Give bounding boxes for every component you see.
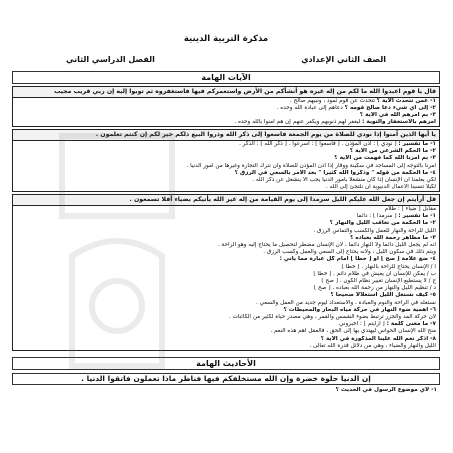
question-line <box>13 343 439 350</box>
answer-text: ويتم ذلك في سكون الليل ، ولأنه يحتاج إلى السعي والعمل وكسب الرزق . <box>263 249 436 256</box>
grade-row <box>12 54 440 65</box>
question-text: ١- ما تفسير : <box>398 141 436 147</box>
question-line <box>13 328 439 335</box>
question-line <box>13 300 439 307</box>
term-label: الفصل الدراسي الثاني <box>66 55 155 64</box>
question-text: ٦- أهمية ضوء النهار في حركة مياه البحار والمحيطات ؟ <box>283 306 436 313</box>
question-line <box>13 321 439 328</box>
question-text: ٨- اذكر نعم الله علينا المذكورة في الآية ؟ <box>320 335 436 342</box>
answer-text: د / تنظيم الليل والنهار من رحمة الله بعباده . [ صح ] <box>314 285 436 292</box>
question-line <box>13 105 439 112</box>
answer-text: مقابل [ ضياء ] : ظلام <box>384 206 436 213</box>
answer-text: الليل للراحة والنهار للعمل والكسب والتماس الرزق . <box>313 227 436 234</box>
answer-text: لأن حركة المد والجزر ترتبط بضوء الشمس والقمر ، وهي مصدر حياة لكثير من الكائنات . <box>228 314 436 321</box>
question-line <box>13 307 439 314</box>
question-line <box>13 163 439 170</box>
question-text: ٣- بم أمرنا الله كما فهمت من الآية ؟ <box>334 155 436 162</box>
question-text: ٢- ما الحكم الشرعي من الآية ؟ <box>349 148 436 155</box>
answer-text: [ سرمدا ] : دائما <box>356 213 397 220</box>
question-line <box>13 271 439 278</box>
question-line <box>13 112 439 119</box>
question-line <box>13 278 439 285</box>
section-title-verses: الآيات الهامة <box>12 71 440 84</box>
question-text: ٣- ما مظاهر رحمة الله بعباده ؟ <box>350 234 436 241</box>
question-line <box>13 206 439 213</box>
question-line <box>13 242 439 249</box>
question-line <box>13 177 439 184</box>
answer-text: [ نودي ] : أذن المؤذن . [ فاسعوا ] : أسرعوا . [ ذكر الله ] : الذكر . <box>239 141 397 147</box>
verse-box-3 <box>12 194 440 351</box>
question-line <box>13 220 439 227</box>
question-text: ٢- إلى أي شيء دعا صالح قومه ؟ <box>344 104 436 111</box>
answer-text: ليغفر لهم ذنوبهم ويكفر عنهم إن هم آمنوا بالله وحده . <box>234 119 361 126</box>
verse-text: قال يا قوم اعبدوا الله ما لكم من إله غيره هو أنشأكم من الأرض واستعمركم فيها فاستغفروه ثم توبوا إليه إن ربي قريب مجيب <box>13 87 439 98</box>
question-line <box>13 119 439 126</box>
question-line <box>13 141 439 148</box>
section-title-hadith: الأحاديث الهامة <box>12 357 440 370</box>
answer-text: [ أرأيتم ] : أخبروني <box>339 321 385 328</box>
answer-text: أمرنا بالتوجه إلى المساجد في سكينة ووقار إذا أذن المؤذن للصلاة وأن نترك التجارة وغيرها من أمور الدنيا . <box>186 162 436 169</box>
answer-text: ج / لا يستطيع الإنسان تغيير نظام الكون . [ صح ] <box>321 278 436 285</box>
question-text: أمرهم بالاستغفار والتوبة : <box>362 119 436 126</box>
answer-text: دعاهم إلى عبادة الله وحده . <box>276 104 343 111</box>
question-line <box>13 264 439 271</box>
question-line <box>13 155 439 162</box>
answer-text: نستغله في الراحة والنوم والعبادة ، والاستعداد ليوم جديد من العمل والسعي . <box>256 299 436 306</box>
answer-text: أ / الإنسان يحتاج للراحة بالنهار . [ خطأ ] <box>341 263 436 270</box>
hadith-text: إن الدنيا حلوة خضرة وإن الله مستخلفكم فيها فناظر ماذا تعملون فاتقوا الدنيا . <box>12 373 440 385</box>
question-line <box>13 256 439 263</box>
question-line <box>13 148 439 155</box>
page-title: مذكرة التربية الدينية <box>183 34 269 44</box>
question-text: ٧- ما معنى كلمة : <box>386 321 436 328</box>
answer-text: لكيلا تنسينا الأعمال الدنيوية أن نلتجئ إلى الله . <box>326 184 436 191</box>
question-text: ١- عمن تتحدث الآية ؟ <box>376 97 436 104</box>
verse-text: يا أيها الذين آمنوا إذا نودي للصلاة من يوم الجمعة فاسعوا إلى ذكر الله وذروا البيع ذلكم خير لكم إن كنتم تعلمون . <box>13 130 439 141</box>
question-text: ٥- كيف نستغل الليل استغلالا صحيحا ؟ <box>330 292 436 299</box>
verse-text: قل أرأيتم إن جعل الله عليكم الليل سرمدا إلى يوم القيامة من إله غير الله يأتيكم بضياء أفلا تسمعون . <box>13 195 439 206</box>
question-text: ٤- ضع علامة [ صح ] أو [ خطأ ] أمام كل عبارة مما يأتي : <box>279 256 436 263</box>
answer-text: لكي يعلمنا أن الإنسان إذا كان منشغلا بأمور الدنيا يجب ألا ينشغل عن ذكر الله . <box>252 177 436 184</box>
answer-text: منح الله الإنسان الحواس ليهتدي بها إلى الحق ، فالعقل أهم هذه النعم . <box>270 328 436 335</box>
verse-box-1 <box>12 86 440 127</box>
grade-label: الصف الثاني الإعدادي <box>301 55 386 64</box>
question-line <box>13 228 439 235</box>
question-text: ٤- ما الحكمة من قوله " وذكروا الله كثيرا " بعد الأمر بالسعي في الرزق ؟ <box>234 169 436 176</box>
answer-text: الليل والنهار والضياء ، وهي من دلائل قدرة الله تعالى . <box>309 342 436 349</box>
question-text: ٢- ما الحكمة من تعاقب الليل والنهار ؟ <box>329 220 436 227</box>
question-line <box>13 184 439 191</box>
question-line <box>13 170 439 177</box>
question-line <box>13 285 439 292</box>
question-line <box>13 235 439 242</box>
answer-text: ب / يمكن للإنسان أن يعيش في ظلام دائم . [ خطأ ] <box>313 270 436 277</box>
question-line <box>13 336 439 343</box>
question-line <box>13 98 439 105</box>
question-line <box>13 292 439 299</box>
hadith-question: ١- لأي موضوع الرسول في الحديث ؟ <box>335 387 437 394</box>
question-text: ١- ما تفسير : <box>398 213 436 220</box>
answer-text: أنه لم يجعل الليل دائما ولا النهار دائما ، لأن الإنسان مضطر لتحصيل ما يحتاج إليه وهو الراحة . <box>217 242 436 249</box>
question-line <box>13 213 439 220</box>
answer-text: تتحدث عن قوم ثمود ، ونبيهم صالح . <box>289 97 375 104</box>
question-text: ٣- بم أمرهم الله في الآية ؟ <box>359 112 436 118</box>
verse-box-2 <box>12 129 440 192</box>
question-line <box>13 314 439 321</box>
question-line <box>13 249 439 256</box>
document-page <box>12 6 440 446</box>
